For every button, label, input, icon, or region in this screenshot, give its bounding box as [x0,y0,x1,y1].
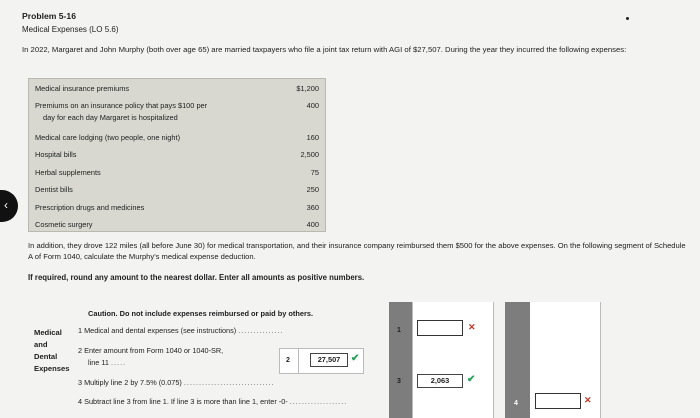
line-text: Medical and dental expenses (see instructions) [84,326,237,335]
expense-label: Herbal supplements [35,168,101,177]
form-line-1 [78,326,284,335]
expense-label: day for each day Margaret is hospitalized [43,113,178,122]
line-1-input[interactable] [417,320,463,336]
line-number: 4 [78,397,83,406]
problem-paragraph: In addition, they drove 122 miles (all before June 30) for medical transportation, and their insurance company reimbursed them $500 for the above expenses. On the following segment of Schedule A of Form 1040, calculate the Murphy's medical expense deduction. [28,241,686,261]
expense-amount: 400 [306,101,319,110]
expense-amount: 75 [310,168,319,177]
problem-subtitle: Medical Expenses (LO 5.6) [22,25,119,34]
line-2-box-label [279,348,300,374]
intro-text: In 2022, Margaret and John Murphy (both over age 65) are married taxpayers who file a joint tax return with AGI of $27,507. During the year they incurred the following expenses: [22,45,627,54]
expense-label: Premiums on an insurance policy that pays $100 per [35,101,208,110]
line-number: 2 [78,346,83,355]
expense-amount: 360 [306,203,319,212]
chevron-left-icon: ‹ [4,198,8,212]
previous-nav-button[interactable] [0,190,18,222]
expense-amount: 160 [306,133,319,142]
incorrect-icon: ✕ [584,395,592,405]
problem-title: Problem 5-16 [22,11,76,21]
form-gray-column [389,302,412,418]
dot-icon [626,17,629,20]
section-label-line: and [34,340,48,349]
box-number: 1 [397,327,401,334]
line-text: Subtract line 3 from line 1. If line 3 is more than line 1, enter -0- [84,397,288,406]
correct-icon: ✔ [351,353,360,364]
line-number: 3 [78,378,83,387]
rounding-instruction: If required, round any amount to the nearest dollar. Enter all amounts as positive numbers. [28,273,365,282]
leader-dots: ..... [111,358,127,367]
line-text: Multiply line 2 by 7.5% (0.075) [84,378,182,387]
expense-label: Hospital bills [35,150,77,159]
line-4-input[interactable] [535,393,581,409]
form-line-4 [78,397,347,406]
incorrect-icon: ✕ [468,322,476,332]
form-line-2 [78,346,223,355]
form-line-2-continued [88,358,126,367]
caution-text: Caution. Do not include expenses reimbursed or paid by others. [88,309,314,318]
correct-icon: ✔ [467,374,476,385]
expense-amount: 400 [306,220,319,229]
leader-dots: ................... [289,397,348,406]
expenses-table [28,78,326,232]
line-text: line 11 [88,358,109,367]
expense-amount: $1,200 [296,84,319,93]
leader-dots: .............................. [183,378,275,387]
box-number: 3 [397,378,401,385]
line-number: 1 [78,326,83,335]
line-3-input[interactable]: 2,063 [417,374,463,388]
leader-dots: ............... [238,326,284,335]
expense-label: Dentist bills [35,185,73,194]
expense-amount: 250 [306,185,319,194]
expense-label: Medical insurance premiums [35,84,130,93]
line-2-input[interactable]: 27,507 [310,353,348,367]
form-line-3 [78,378,275,387]
expense-label: Cosmetic surgery [35,220,93,229]
section-label-line: Dental [34,352,58,361]
section-label-line: Expenses [34,364,70,373]
box-number: 2 [286,357,290,364]
section-label [34,327,69,375]
expense-label: Medical care lodging (two people, one night) [35,133,181,142]
section-label-line: Medical [34,328,62,337]
line-text: Enter amount from Form 1040 or 1040-SR, [84,346,224,355]
expense-label: Prescription drugs and medicines [35,203,145,212]
expense-amount: 2,500 [300,150,319,159]
box-number: 4 [514,400,518,407]
